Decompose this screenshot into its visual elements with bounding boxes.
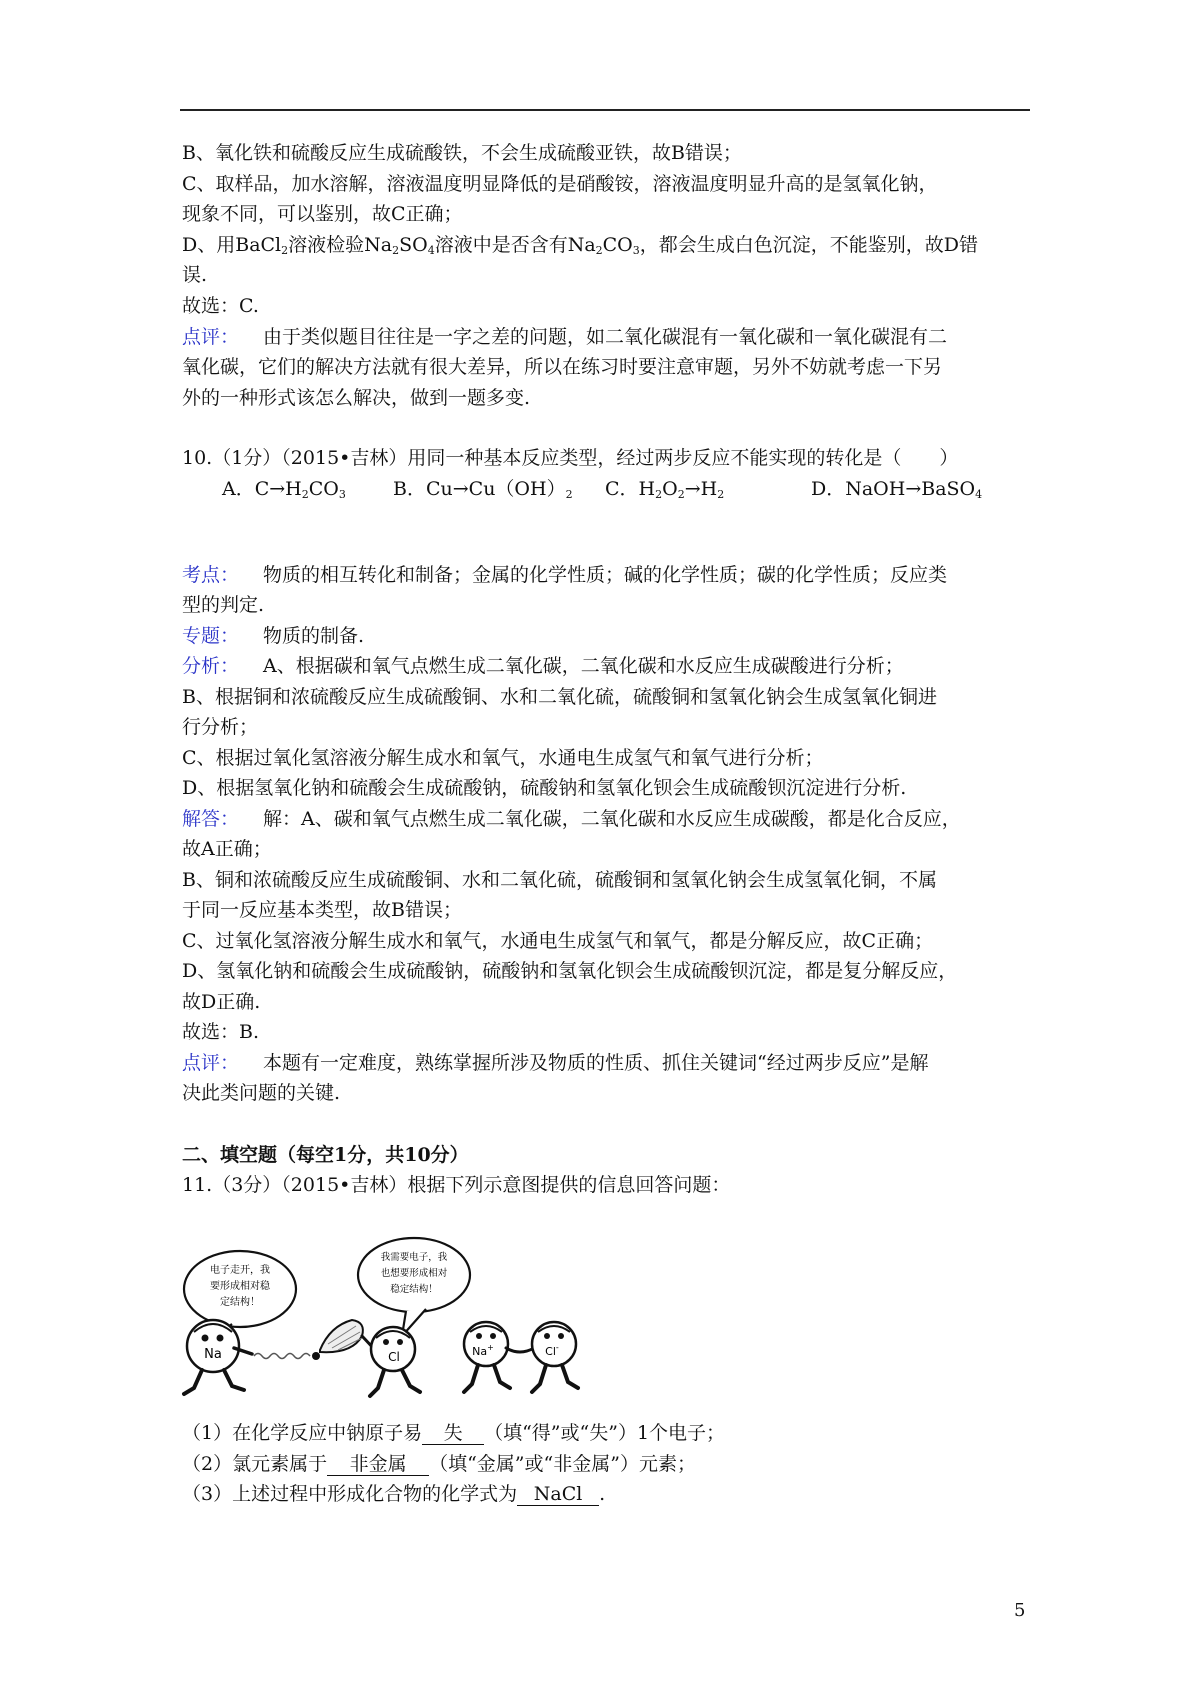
q10-dianping-line1: 点评： 本题有一定难度，熟练掌握所涉及物质的性质、抓住关键词“经过两步反应”是解 (182, 1052, 929, 1074)
q10-dianping-line2: 决此类问题的关键. (182, 1082, 341, 1104)
q11-figure (180, 1236, 800, 1410)
q10-jieda-line4: 于同一反应基本类型，故B错误； (182, 899, 462, 921)
q11-part2: （2）氯元素属于 非金属 （填“金属”或“非金属”）元素； (182, 1453, 696, 1475)
answer-blank-3: NaCl (517, 1483, 599, 1506)
chloride-ion-character (532, 1322, 578, 1392)
zhuanti-label: 专题： (182, 625, 240, 647)
q10-kaodian-line1: 考点： 物质的相互转化和制备；金属的化学性质；碱的化学性质；碳的化学性质；反应类 (182, 564, 948, 586)
q10-option-d: D．NaOH→BaSO$_4$ (811, 478, 983, 501)
dianping-label: 点评： (182, 1052, 240, 1074)
q10-jieda-line1: 解答： 解：A、碳和氧气点燃生成二氧化碳，二氧化碳和水反应生成碳酸，都是化合反应， (182, 808, 961, 830)
q9-option-c-analysis-line2: 现象不同，可以鉴别，故C正确； (182, 203, 463, 225)
q10-kaodian-line2: 型的判定. (182, 594, 265, 616)
q9-comment-line1: 点评： 由于类似题目往往是一字之差的问题，如二氧化碳混有一氧化碳和一氧化碳混有二 (182, 326, 948, 348)
q10-fenxi-line4: C、根据过氧化氢溶液分解生成水和氧气，水通电生成氢气和氧气进行分析； (182, 747, 824, 769)
holding-hands (506, 1348, 534, 1352)
bubble1-line1: 电子走开，我 (210, 1265, 270, 1276)
q10-option-c: C．$H_2O_2\to H_2$ (605, 478, 725, 501)
q10-answer: 故选：B. (182, 1021, 260, 1043)
bubble2-line1: 我需要电子，我 (380, 1252, 448, 1263)
answer-blank-1: 失 (422, 1422, 484, 1445)
comment-label: 点评： (182, 326, 240, 348)
bubble1-line3: 定结构！ (220, 1297, 260, 1308)
q11-stem: 11.（3分）（2015•吉林）根据下列示意图提供的信息回答问题： (182, 1174, 731, 1196)
q10-jieda-line6: D、氢氧化钠和硫酸会生成硫酸钠，硫酸钠和氢氧化钡会生成硫酸钡沉淀，都是复分解反应， (182, 960, 958, 982)
electron-trail (254, 1354, 310, 1359)
cl-ion-label: Cl- (545, 1343, 559, 1358)
cl-label: Cl (388, 1350, 400, 1364)
q10-jieda-line2: 故A正确； (182, 838, 272, 860)
q9-comment-line2: 氧化碳，它们的解决方法就有很大差异，所以在练习时要注意审题，另外不妨就考虑一下另 (182, 356, 943, 378)
q10-jieda-line5: C、过氧化氢溶液分解生成水和氧气，水通电生成氢气和氧气，都是分解反应，故C正确； (182, 930, 934, 952)
page-number: 5 (1014, 1600, 1026, 1621)
q9-option-b-analysis: B、氧化铁和硫酸反应生成硫酸铁，不会生成硫酸亚铁，故B错误； (182, 142, 742, 164)
q11-part3: （3）上述过程中形成化合物的化学式为 NaCl . (182, 1483, 606, 1505)
q10-fenxi-line2: B、根据铜和浓硫酸反应生成硫酸铜、水和二氧化硫，硫酸铜和氢氧化钠会生成氢氧化铜进 (182, 686, 937, 708)
q10-option-b: B．$Cu\to Cu(OH)_2$ (393, 478, 573, 501)
answer-blank-2: 非金属 (327, 1453, 429, 1476)
q10-zhuanti: 专题： 物质的制备. (182, 625, 365, 647)
fenxi-label: 分析： (182, 655, 240, 677)
electron-dot (312, 1352, 320, 1360)
q9-option-d-analysis-line1: D、用BaCl$_2$溶液检验$Na_2SO_4$溶液中是否含有$Na_2CO_3$，都会生成白色沉淀，不能鉴别，故D错 (182, 234, 979, 257)
q10-fenxi-line5: D、根据氢氧化钠和硫酸会生成硫酸钠，硫酸钠和氢氧化钡会生成硫酸钡沉淀进行分析. (182, 777, 907, 799)
bubble2-line3: 稳定结构！ (390, 1284, 438, 1295)
q9-option-d-analysis-line2: 误. (182, 264, 208, 286)
q10-jieda-line3: B、铜和浓硫酸反应生成硫酸铜、水和二氧化硫，硫酸铜和氢氧化钠会生成氢氧化铜，不属 (182, 869, 937, 891)
q9-comment-line3: 外的一种形式该怎么解决，做到一题多变. (182, 387, 531, 409)
header-rule (180, 109, 1030, 111)
q10-stem: 10.（1分）（2015•吉林）用同一种基本反应类型，经过两步反应不能实现的转化是（ ） (182, 447, 959, 469)
sodium-atom-character (184, 1320, 252, 1394)
q9-answer: 故选：C. (182, 295, 259, 317)
section2-heading: 二、填空题（每空1分，共10分） (182, 1144, 469, 1166)
q10-options (0, 477, 1200, 501)
q11-part1: （1）在化学反应中钠原子易 失 （填“得”或“失”）1个电子； (182, 1422, 726, 1444)
q9-option-c-analysis-line1: C、取样品，加水溶解，溶液温度明显降低的是硝酸铵，溶液温度明显升高的是氢氧化钠， (182, 173, 938, 195)
q10-option-a: A．$C\to H_2CO_3$ (222, 478, 346, 501)
q10-fenxi-line3: 行分析； (182, 716, 259, 738)
chlorine-atom-character (370, 1327, 420, 1396)
q10-jieda-line7: 故D正确. (182, 991, 261, 1013)
q10-fenxi-line1: 分析： A、根据碳和氧气点燃生成二氧化碳，二氧化碳和水反应生成碳酸进行分析； (182, 655, 904, 677)
jieda-label: 解答： (182, 808, 240, 830)
bubble2-line2: 也想要形成相对 (380, 1268, 448, 1279)
sodium-ion-character (464, 1322, 510, 1392)
kaodian-label: 考点： (182, 564, 240, 586)
na-label: Na (204, 1347, 222, 1362)
bubble1-line2: 要形成相对稳 (210, 1281, 270, 1292)
na-ion-label: Na+ (472, 1343, 494, 1358)
